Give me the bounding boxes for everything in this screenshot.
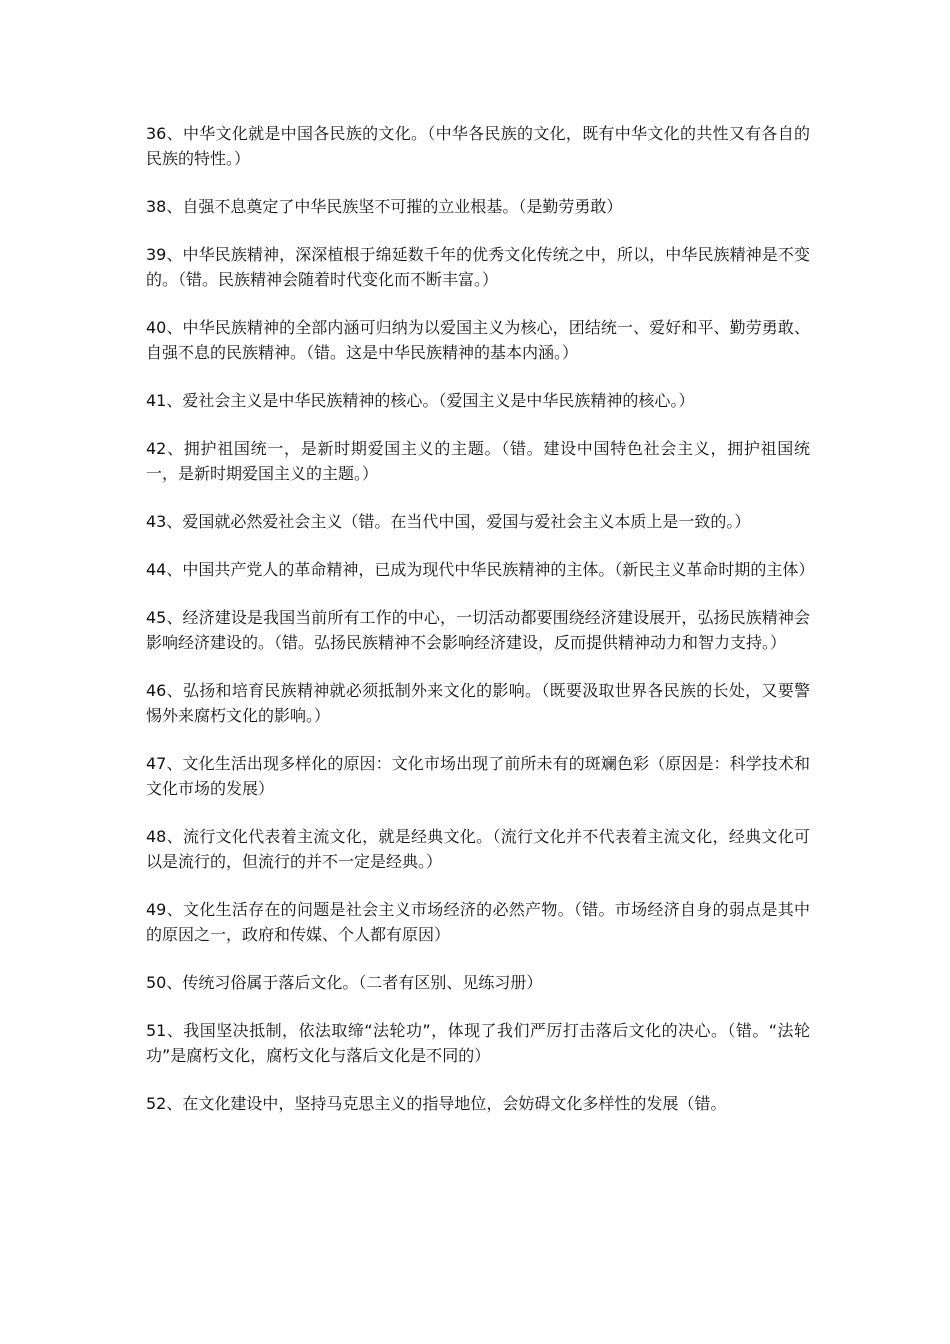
paragraph-item-38: 38、自强不息奠定了中华民族坚不可摧的立业根基。（是勤劳勇敢） <box>146 197 623 216</box>
paragraph-item-42: 42、拥护祖国统一，是新时期爱国主义的主题。（错。建设中国特色社会主义，拥护祖国统一，是新时期爱国主义的主题。） <box>146 439 810 483</box>
paragraph-item-51: 51、我国坚决抵制，依法取缔“法轮功”，体现了我们严厉打击落后文化的决心。（错。“法轮功”是腐朽文化，腐朽文化与落后文化是不同的） <box>146 1021 810 1065</box>
paragraph-item-48: 48、流行文化代表着主流文化，就是经典文化。（流行文化并不代表着主流文化，经典文化可以是流行的，但流行的并不一定是经典。） <box>146 827 810 871</box>
paragraph-item-41: 41、爱社会主义是中华民族精神的核心。（爱国主义是中华民族精神的核心。） <box>146 391 695 410</box>
paragraph-item-49: 49、文化生活存在的问题是社会主义市场经济的必然产物。（错。市场经济自身的弱点是其中的原因之一，政府和传媒、个人都有原因） <box>146 900 810 944</box>
paragraph-item-40: 40、中华民族精神的全部内涵可归纳为以爱国主义为核心，团结统一、爱好和平、勤劳勇敢、自强不息的民族精神。（错。这是中华民族精神的基本内涵。） <box>146 318 810 362</box>
paragraph-item-39: 39、中华民族精神，深深植根于绵延数千年的优秀文化传统之中，所以，中华民族精神是不变的。（错。民族精神会随着时代变化而不断丰富。） <box>146 245 810 289</box>
paragraph-item-43: 43、爱国就必然爱社会主义（错。在当代中国，爱国与爱社会主义本质上是一致的。） <box>146 512 751 531</box>
paragraph-item-47: 47、文化生活出现多样化的原因：文化市场出现了前所未有的斑斓色彩（原因是：科学技术和文化市场的发展） <box>146 754 810 798</box>
paragraph-item-45: 45、经济建设是我国当前所有工作的中心，一切活动都要围绕经济建设展开，弘扬民族精神会影响经济建设的。（错。弘扬民族精神不会影响经济建设，反而提供精神动力和智力支持。） <box>146 608 810 652</box>
paragraph-item-36: 36、中华文化就是中国各民族的文化。（中华各民族的文化，既有中华文化的共性又有各自的民族的特性。） <box>146 124 810 168</box>
paragraph-item-52: 52、在文化建设中，坚持马克思主义的指导地位，会妨碍文化多样性的发展（错。 <box>146 1094 727 1113</box>
paragraph-item-46: 46、弘扬和培育民族精神就必须抵制外来文化的影响。（既要汲取世界各民族的长处，又要警惕外来腐朽文化的影响。） <box>146 681 810 725</box>
paragraph-item-50: 50、传统习俗属于落后文化。（二者有区别、见练习册） <box>146 973 543 992</box>
document-body <box>146 121 815 1139</box>
paragraph-item-44: 44、中国共产党人的革命精神，已成为现代中华民族精神的主体。（新民主义革命时期的主体） <box>146 560 815 579</box>
